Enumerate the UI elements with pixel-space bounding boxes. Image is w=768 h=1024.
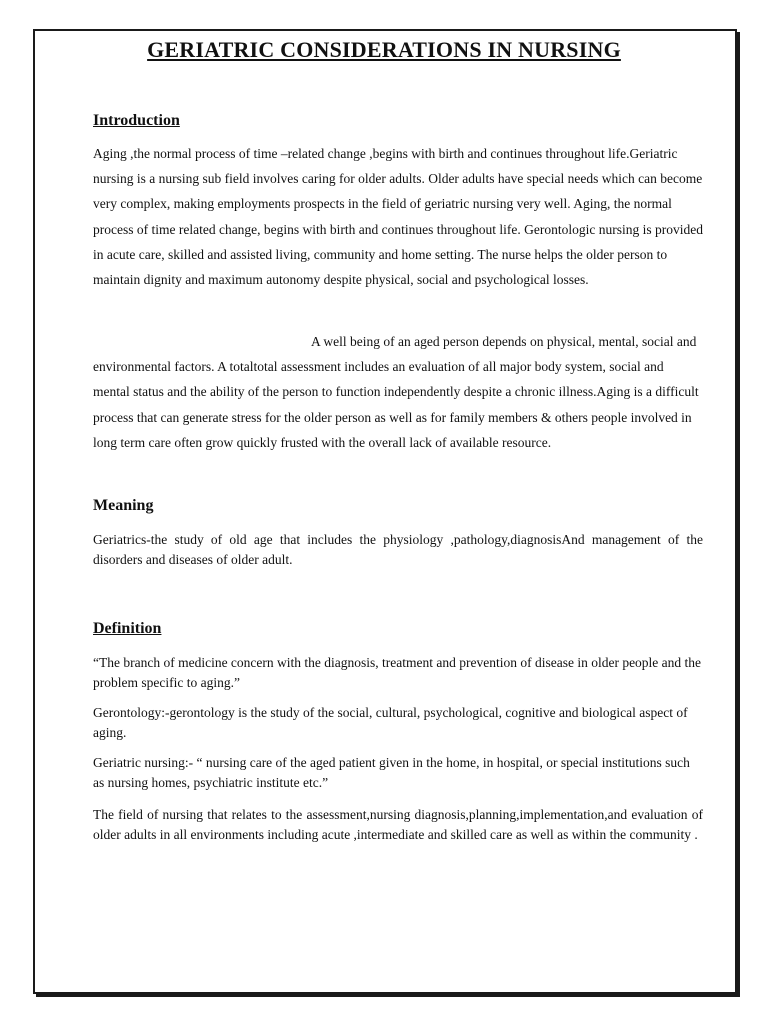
- definition-paragraph-1: “The branch of medicine concern with the diagnosis, treatment and prevention of disease in older people and the problem specific to aging.”: [93, 655, 702, 690]
- introduction-paragraph-2: A well being of an aged person depends on physical, mental, social and environmental factors. A totaltotal assessment includes an evaluation of all major body system, social and mental status and the ability of the person to function independently despite a chronic illness.Aging is a difficult process that can generate stress for the older person as well as for family members & others people involved in long term care often grow quickly frusted with the overall lack of available resource.: [93, 334, 699, 450]
- introduction-paragraph-1: Aging ,the normal process of time –related change ,begins with birth and continues throughout life.Geriatric nursing is a nursing sub field involves caring for older adults. Older adults have special needs which can become very complex, making employments prospects in the field of geriatric nursing very well. Aging, the normal process of time related change, begins with birth and continues throughout life. Gerontologic nursing is provided in acute care, skilled and assisted living, community and home setting. The nurse helps the older person to maintain dignity and maximum autonomy despite physical, social and psychological losses.: [93, 146, 703, 288]
- definition-paragraph-3: Geriatric nursing:- “ nursing care of the aged patient given in the home, in hospital, or special institutions such as nursing homes, psychiatric institute etc.”: [93, 755, 690, 790]
- meaning-heading: Meaning: [93, 497, 154, 514]
- meaning-text: Geriatrics-the study of old age that includes the physiology ,pathology,diagnosisAnd management of the disorders and diseases of older adult.: [93, 532, 703, 567]
- introduction-heading: Introduction: [93, 112, 180, 129]
- definition-paragraph-4: The field of nursing that relates to the assessment,nursing diagnosis,planning,implementation,and evaluation of older adults in all environments including acute ,intermediate and skilled care as well as within the community .: [93, 807, 703, 842]
- page-title: GERIATRIC CONSIDERATIONS IN NURSING: [147, 37, 621, 62]
- definition-heading: Definition: [93, 620, 162, 637]
- definition-paragraph-2: Gerontology:-gerontology is the study of the social, cultural, psychological, cognitive and biological aspect of aging.: [93, 705, 688, 740]
